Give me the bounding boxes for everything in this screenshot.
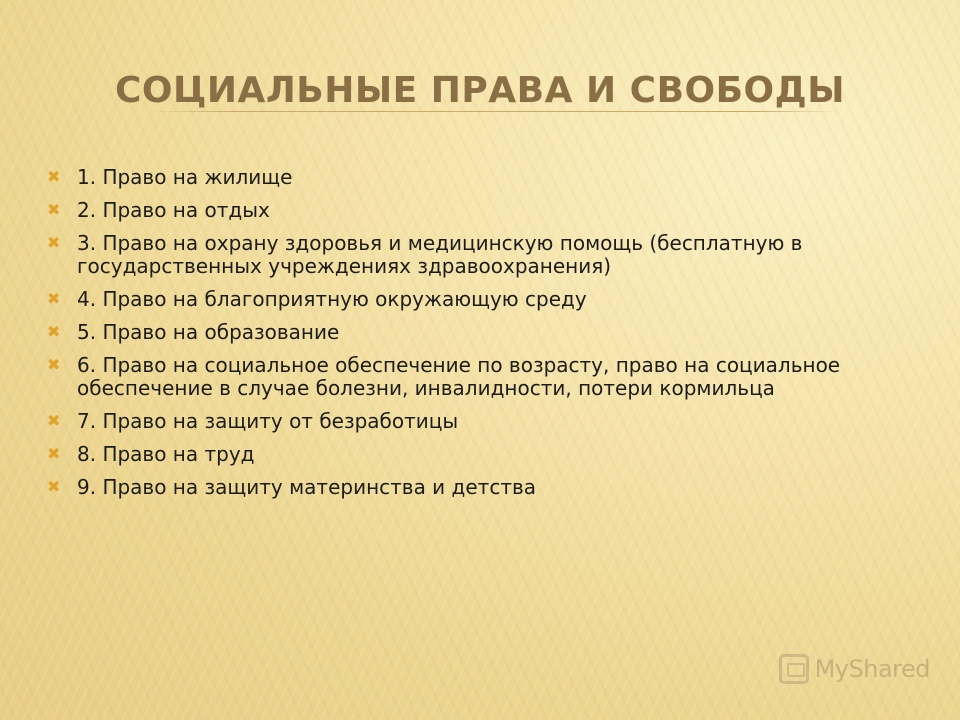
bullet-x-icon: ✖ <box>47 444 61 463</box>
list-item-text: 2. Право на отдых <box>77 198 270 222</box>
list-item <box>47 354 917 400</box>
list-item <box>47 199 917 222</box>
list-item-text: 4. Право на благоприятную окружающую среду <box>77 287 587 311</box>
myshared-logo-icon <box>779 654 809 684</box>
watermark <box>779 654 930 684</box>
bullet-x-icon: ✖ <box>47 322 61 341</box>
list-item-text: 6. Право на социальное обеспечение по возрасту, право на социальное обеспечение в случае болезни, инвалидности, потери кормильца <box>77 353 841 400</box>
list-item-text: 3. Право на охрану здоровья и медицинскую помощь (бесплатную в государственных учреждениях здравоохранения) <box>77 231 803 278</box>
title-underline <box>150 111 840 112</box>
bullet-x-icon: ✖ <box>47 289 61 308</box>
watermark-text: MyShared <box>814 655 930 683</box>
bullet-x-icon: ✖ <box>47 411 61 430</box>
bullet-x-icon: ✖ <box>47 477 61 496</box>
list-item <box>47 166 917 189</box>
bullet-x-icon: ✖ <box>47 233 61 252</box>
list-item-text: 8. Право на труд <box>77 442 255 466</box>
bullet-x-icon: ✖ <box>47 200 61 219</box>
list-item <box>47 476 917 499</box>
list-item-text: 7. Право на защиту от безработицы <box>77 409 459 433</box>
list-item <box>47 443 917 466</box>
bullet-x-icon: ✖ <box>47 355 61 374</box>
list-item-text: 1. Право на жилище <box>77 165 293 189</box>
slide-title: СОЦИАЛЬНЫЕ ПРАВА И СВОБОДЫ <box>114 70 846 111</box>
rights-list <box>47 166 917 509</box>
bullet-x-icon: ✖ <box>47 167 61 186</box>
list-item <box>47 232 917 278</box>
list-item <box>47 321 917 344</box>
list-item <box>47 410 917 433</box>
list-item-text: 9. Право на защиту материнства и детства <box>77 475 537 499</box>
list-item-text: 5. Право на образование <box>77 320 340 344</box>
list-item <box>47 288 917 311</box>
